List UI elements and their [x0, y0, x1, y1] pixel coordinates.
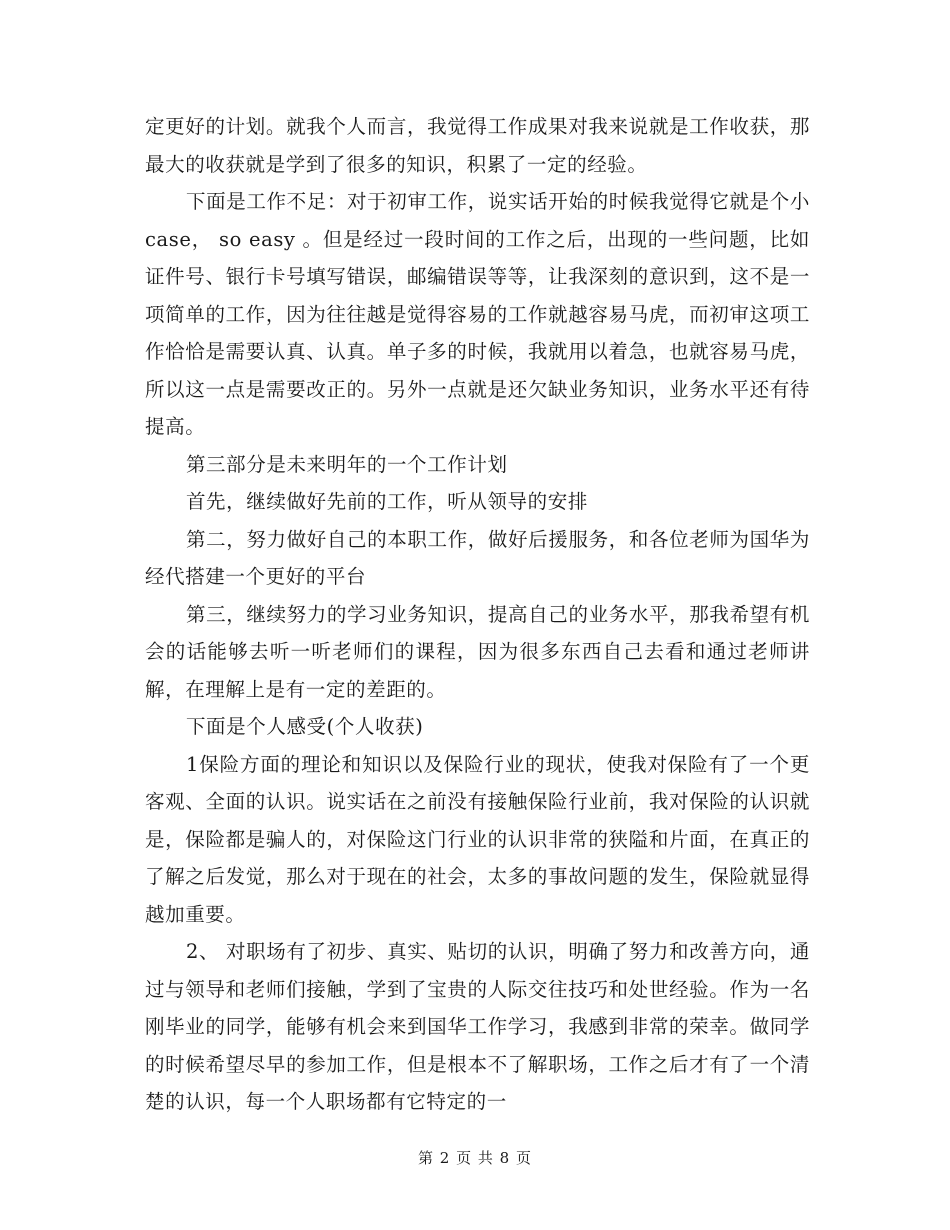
paragraph-part-three-heading: 第三部分是未来明年的一个工作计划 — [185, 452, 508, 476]
paragraph-feeling-one: 1保险方面的理论和知识以及保险行业的现状，使我对保险有了一个更客观、全面的认识。说实话在之前没有接触保险行业前，我对保险的认识就是，保险都是骗人的，对保险这门行业的认识非常的狭隘和片面，在真正的了解之后发觉，那么对于现在的社会，太多的事故问题的发生，保险就显得越加重要。 — [145, 752, 810, 926]
paragraph-plan-second: 第二，努力做好自己的本职工作，做好后援服务，和各位老师为国华为经代搭建一个更好的平台 — [145, 527, 810, 588]
paragraph-continuation: 定更好的计划。就我个人而言，我觉得工作成果对我来说就是工作收获，那最大的收获就是学到了很多的知识，积累了一定的经验。 — [145, 115, 810, 176]
document-body — [145, 108, 810, 1121]
paragraph-feeling-two: 2、 对职场有了初步、真实、贴切的认识，明确了努力和改善方向，通过与领导和老师们接触，学到了宝贵的人际交往技巧和处世经验。作为一名刚毕业的同学，能够有机会来到国华工作学习，我感到非常的荣幸。做同学的时候希望尽早的参加工作，但是根本不了解职场，工作之后才有了一个清楚的认识，每一个人职场都有它特定的一 — [145, 940, 810, 1113]
page-number-footer: 第 2 页 共 8 页 — [418, 1149, 532, 1167]
paragraph-plan-third: 第三，继续努力的学习业务知识，提高自己的业务水平，那我希望有机会的话能够去听一听老师们的课程，因为很多东西自己去看和通过老师讲解，在理解上是有一定的差距的。 — [145, 602, 810, 701]
paragraph-feelings-heading: 下面是个人感受(个人收获) — [185, 715, 424, 738]
paragraph-plan-first: 首先，继续做好先前的工作，听从领导的安排 — [185, 490, 588, 513]
paragraph-work-shortcomings: 下面是工作不足：对于初审工作，说实话开始的时候我觉得它就是个小case， so easy 。但是经过一段时间的工作之后，出现的一些问题，比如证件号、银行卡号填写错误，邮编错误等等，让我深刻的意识到，这不是一项简单的工作，因为往往越是觉得容易的工作就越容易马虎，而初审这项工作恰恰是需要认真、认真。单子多的时候，我就用以着急，也就容易马虎，所以这一点是需要改正的。另外一点就是还欠缺业务知识，业务水平还有待提高。 — [145, 190, 810, 438]
